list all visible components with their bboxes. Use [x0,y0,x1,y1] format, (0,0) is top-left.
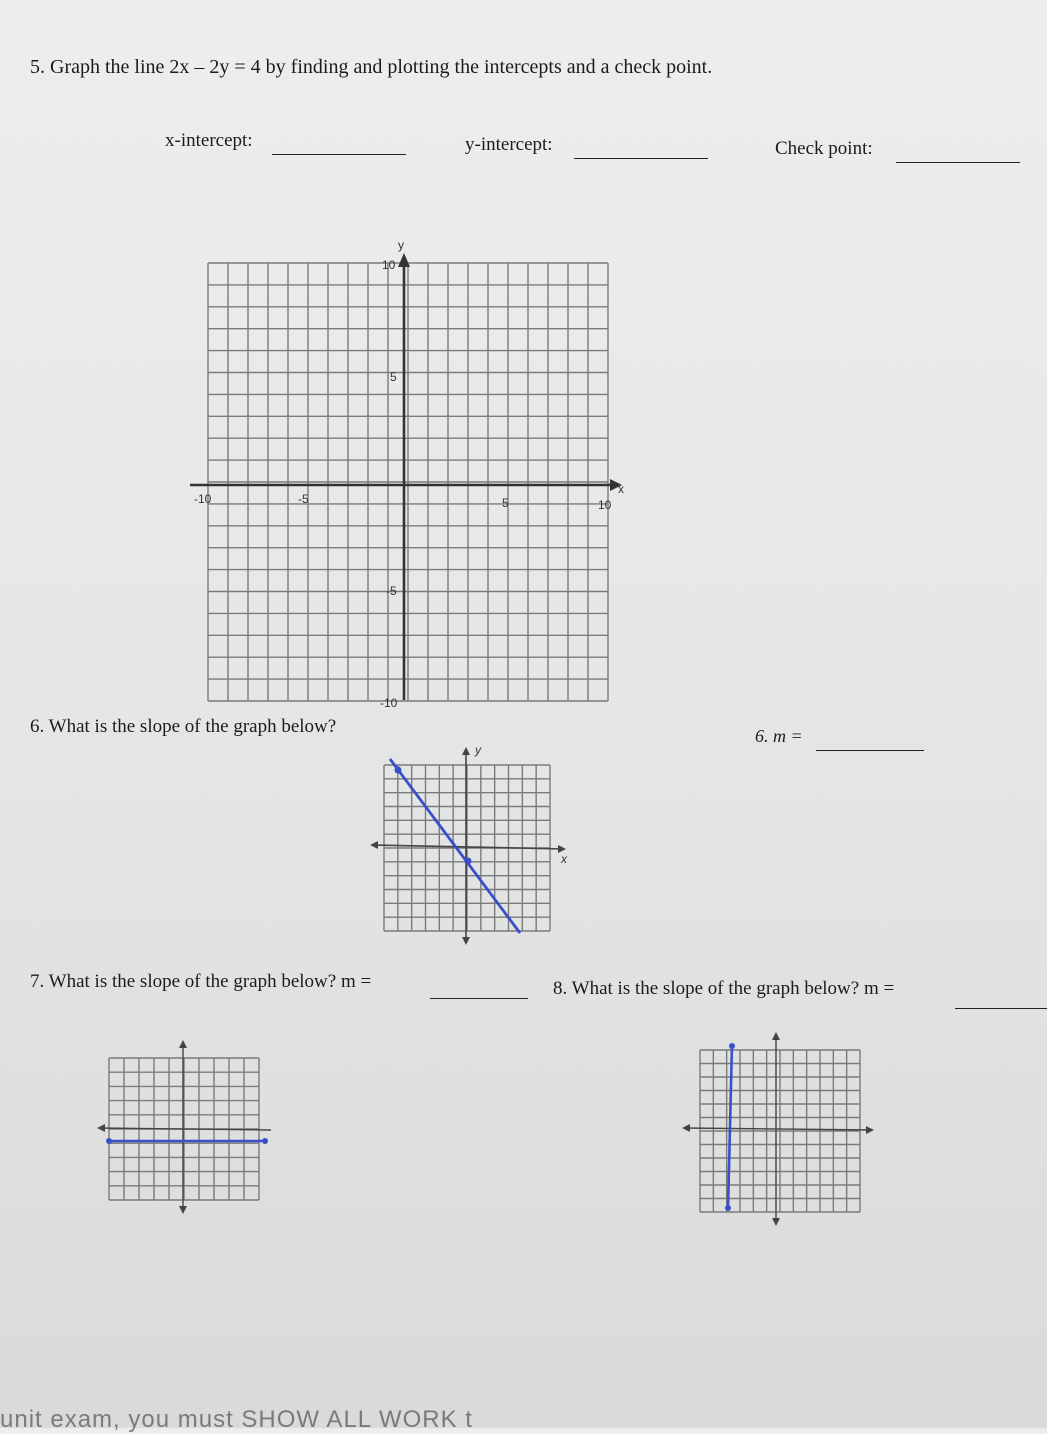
q6-y-axis-label: y [475,743,481,757]
q5-tick-y-neg5: -5 [386,584,397,598]
q8-point-1 [729,1043,735,1049]
q8-graph [680,1030,880,1230]
q7-y-axis-arrow [179,1040,187,1048]
q6-y-axis-arrow-bottom [462,937,470,945]
q7-answer-blank[interactable] [430,998,528,999]
q5-tick-x-pos5: 5 [502,496,509,510]
q6-x-axis-arrow-left [370,841,378,849]
y-intercept-blank[interactable] [574,158,708,159]
q5-tick-y-pos10: 10 [382,258,396,272]
q5-y-axis-label: y [398,238,404,252]
q7-prompt: 7. What is the slope of the graph below? m = [30,971,372,992]
q7-point-1 [106,1138,112,1144]
q8-x-axis [684,1128,872,1130]
q6-answer-blank[interactable] [816,750,924,751]
footer-instruction: unit exam, you must SHOW ALL WORK t [0,1406,473,1433]
q7-graph [95,1038,280,1218]
q5-tick-x-pos10: 10 [598,498,612,512]
q5-coordinate-grid[interactable] [190,235,640,715]
q6-prompt: 6. What is the slope of the graph below? [30,716,337,737]
q8-prompt: 8. What is the slope of the graph below? m = [553,978,895,999]
y-intercept-label: y-intercept: [465,134,553,155]
q6-answer-label: 6. m = [755,726,803,746]
check-point-blank[interactable] [896,162,1020,163]
q5-tick-x-neg10: -10 [194,492,212,506]
q8-x-axis-arrow-left [682,1124,690,1132]
q6-x-axis-label: x [561,852,567,866]
q8-answer-blank[interactable] [955,1008,1047,1009]
q8-point-2 [725,1205,731,1211]
q5-tick-y-neg10: -10 [380,696,398,710]
q6-graph [368,745,578,950]
q5-y-axis-arrow [398,253,410,267]
q5-prompt: 5. Graph the line 2x – 2y = 4 by finding and plotting the intercepts and a check point. [30,56,713,78]
q8-y-axis-arrow-bottom [772,1218,780,1226]
q8-x-axis-arrow [866,1126,874,1134]
q5-tick-y-pos5: 5 [390,370,397,384]
q7-x-axis-arrow-left [97,1124,105,1132]
q6-y-axis-arrow [462,747,470,755]
x-intercept-label: x-intercept: [165,130,253,151]
q7-y-axis-arrow-bottom [179,1206,187,1214]
q7-point-2 [262,1138,268,1144]
x-intercept-blank[interactable] [272,154,406,155]
q6-point-1 [395,767,402,774]
q5-x-axis-label: x [618,482,624,496]
q8-y-axis-arrow [772,1032,780,1040]
q5-tick-x-neg5: -5 [298,492,309,506]
check-point-label: Check point: [775,138,873,159]
q6-point-2 [465,858,472,865]
